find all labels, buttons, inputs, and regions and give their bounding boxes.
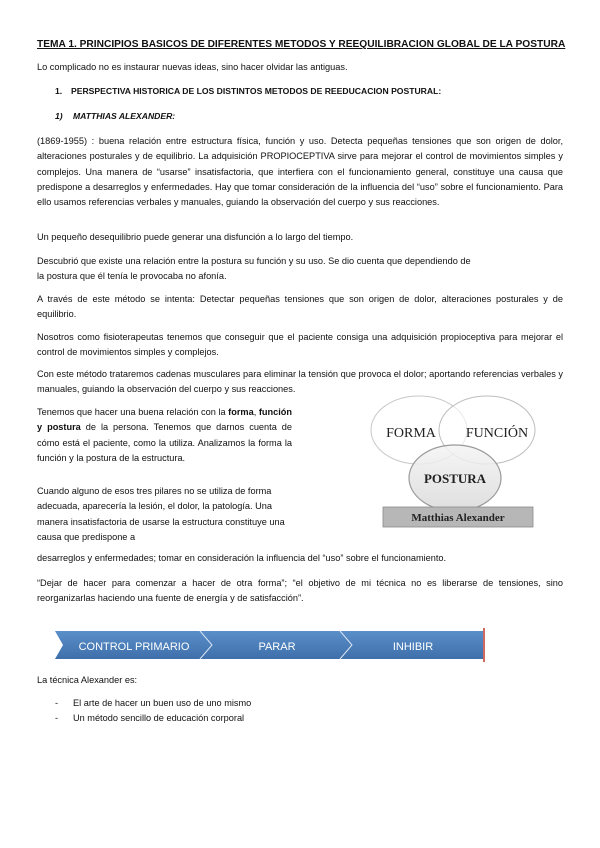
paragraph-9: desarreglos y enfermedades; tomar en consideración la influencia del “uso” sobre el funcionamiento. [37,553,447,563]
list-item-text: Un método sencillo de educación corporal [73,713,245,724]
paragraph-4: A través de este método se intenta: Detectar pequeñas tensiones que son origen de dolor, alteraciones posturales y de equilibrio. [37,294,563,320]
list-bullet: - [55,698,59,708]
paragraph-7-bold-funcion: función y postura [37,407,292,433]
step-label-control-primario: CONTROL PRIMARIO [78,641,190,653]
forma-funcion-postura-diagram [369,382,549,532]
document-title: TEMA 1. PRINCIPIOS BASICOS DE DIFERENTES METODOS Y REEQUILIBRACION GLOBAL DE LA POSTURA [37,39,566,50]
list-bullet: - [55,713,59,724]
paragraph-2: Un pequeño desequilibrio puede generar una disfunción a lo largo del tiempo. [37,232,354,242]
paragraph-7-mid: , [253,407,259,417]
subsection-label: MATTHIAS ALEXANDER: [73,111,176,121]
forma-label: FORMA [386,426,436,441]
section-number: 1. [55,86,63,96]
section-heading [55,84,441,99]
paragraph-7-post: de la persona. Tenemos que darnos cuenta de cómo está el paciente, como la utiliza. Analizamos la forma la función y la postura de la estructura. [37,422,292,463]
paragraph-1: (1869-1955) : buena relación entre estructura física, función y uso. Detecta pequeñas tensiones que son origen de dolor, alteraciones posturales y de equilibrio. La adquisición PROPIOCEPTIVA sirve para mejorar el control de movimientos simples y complejos. Una manera de “usarse” insatisfactoria, que interfiera con el funcionamiento general, constituye una causa que predispone a desarreglos y enfermedades. Hay que tomar consideración de la influencia del “uso” sobre el funcionamiento. Para ello usamos referencias verbales y manuales, guiando la observación del cuerpo y sus reacciones. [37,136,563,208]
paragraph-7-pre: Tenemos que hacer una buena relación con la [37,407,229,417]
subsection-number: 1) [55,111,63,121]
technique-list [55,696,251,727]
list-item [55,711,251,726]
subsection-heading [55,109,175,124]
step-label-inhibir: INHIBIR [392,641,434,653]
list-item-text: El arte de hacer un buen uso de uno mismo [73,698,252,708]
funcion-label: FUNCIÓN [465,426,529,441]
step-label-parar: PARAR [258,641,296,653]
paragraph-3a: Descubrió que existe una relación entre la postura su función y su uso. Se dio cuenta que dependiendo de [37,256,471,266]
list-item [55,696,251,711]
paragraph-3b: la postura que él tenía le provocaba no afonía. [37,271,227,281]
paragraph-7-bold-forma: forma [228,407,254,417]
paragraph-11: La técnica Alexander es: [37,675,138,685]
technique-steps [55,628,485,662]
intro-quote: Lo complicado no es instaurar nuevas ideas, sino hacer olvidar las antiguas. [37,62,348,72]
paragraph-8: Cuando alguno de esos tres pilares no se utiliza de forma adecuada, aparecería la lesión, el dolor, la patología. Una manera insatisfactoria de usarse la estructura constituye una causa que predispone a [37,486,285,542]
paragraph-5: Nosotros como fisioterapeutas tenemos que conseguir que el paciente consiga una adquisición propioceptiva para mejorar el control de movimientos simples y complejos. [37,332,563,358]
paragraph-6: Con este método trataremos cadenas musculares para eliminar la tensión que provoca el dolor; aportando referencias verbales y manuales, guiando la observación del cuerpo y sus reacciones. [37,369,563,395]
postura-label: POSTURA [423,471,487,486]
caption-label: Matthias Alexander [411,512,505,524]
paragraph-10: “Dejar de hacer para comenzar a hacer de otra forma”; “el objetivo de mi técnica no es liberarse de tensiones, sino reorganizarlas haciendo una fuente de energía y de satisfacción”. [37,578,563,604]
paragraph-7 [37,405,292,466]
section-label: PERSPECTIVA HISTORICA DE LOS DISTINTOS METODOS DE REEDUCACION POSTURAL: [71,86,442,96]
